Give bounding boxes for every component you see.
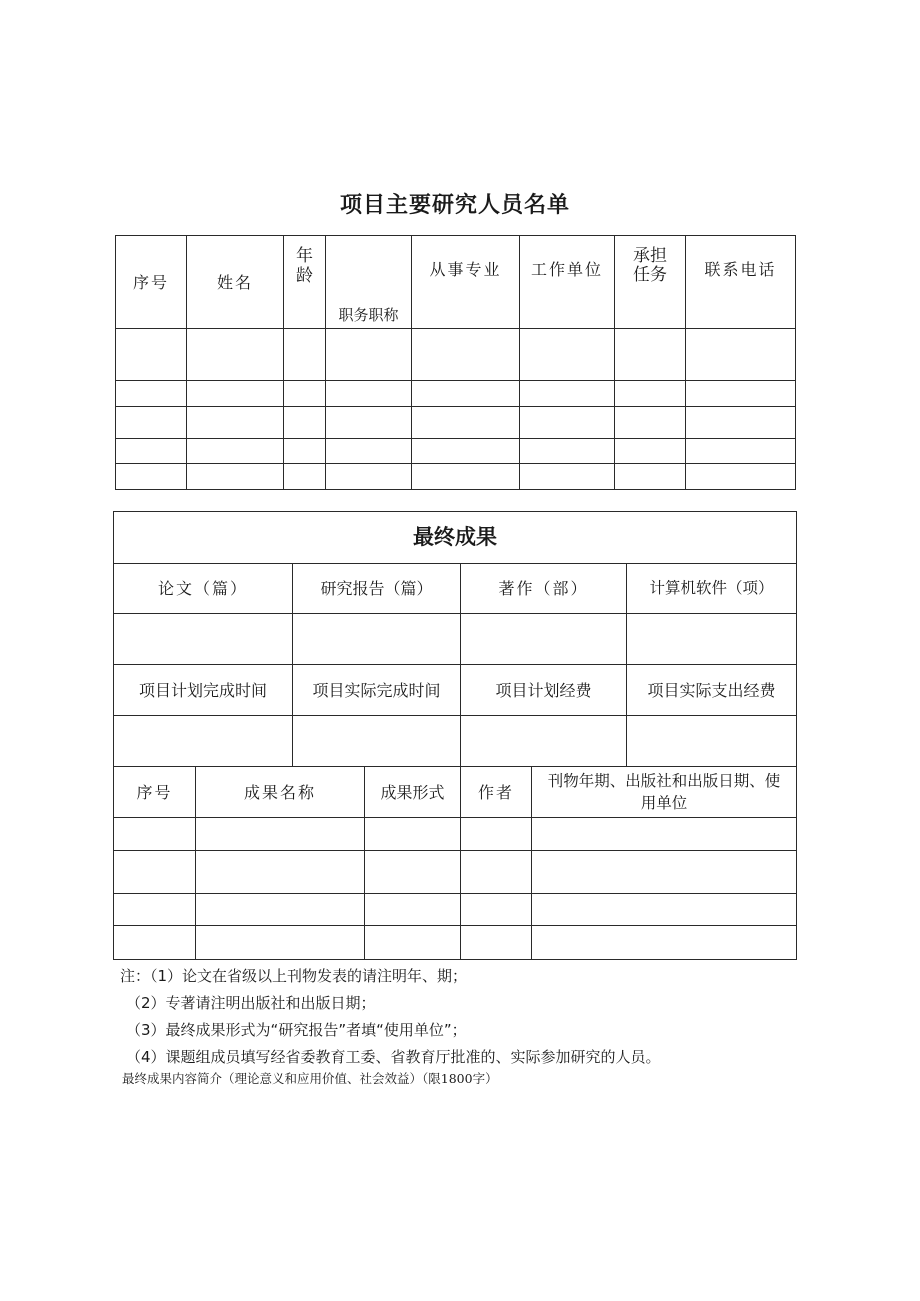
input-actual-completion[interactable] <box>293 716 461 767</box>
header-seq: 序号 <box>116 236 187 329</box>
cell[interactable] <box>114 818 196 851</box>
cell[interactable] <box>196 926 365 960</box>
cell[interactable] <box>412 464 520 490</box>
header-actual-completion: 项目实际完成时间 <box>293 665 461 716</box>
cell[interactable] <box>532 818 797 851</box>
cell[interactable] <box>365 894 461 926</box>
note-2: （2）专著请注明出版社和出版日期； <box>126 994 376 1012</box>
header-actual-budget: 项目实际支出经费 <box>627 665 797 716</box>
header-specialty: 从事专业 <box>412 236 520 329</box>
cell[interactable] <box>326 381 412 407</box>
members-table <box>115 235 796 490</box>
results-table <box>113 511 797 960</box>
cell[interactable] <box>284 439 326 464</box>
cell[interactable] <box>461 818 532 851</box>
cell[interactable] <box>326 464 412 490</box>
cell[interactable] <box>520 407 615 439</box>
input-planned-budget[interactable] <box>461 716 627 767</box>
header-name: 姓名 <box>187 236 284 329</box>
cell[interactable] <box>187 329 284 381</box>
input-software[interactable] <box>627 614 797 665</box>
cell[interactable] <box>326 407 412 439</box>
cell[interactable] <box>532 926 797 960</box>
input-reports[interactable] <box>293 614 461 665</box>
cell[interactable] <box>412 439 520 464</box>
cell[interactable] <box>326 439 412 464</box>
cell[interactable] <box>187 464 284 490</box>
cell[interactable] <box>114 851 196 894</box>
cell[interactable] <box>187 407 284 439</box>
cell[interactable] <box>284 329 326 381</box>
note-3: （3）最终成果形式为“研究报告”者填“使用单位”； <box>126 1021 467 1039</box>
cell[interactable] <box>284 464 326 490</box>
header-task-text: 承担任务 <box>633 246 667 285</box>
results-title: 最终成果 <box>114 512 797 564</box>
cell[interactable] <box>615 439 686 464</box>
header-reports: 研究报告（篇） <box>293 564 461 614</box>
cell[interactable] <box>461 851 532 894</box>
header-seq: 序号 <box>114 767 196 818</box>
header-phone: 联系电话 <box>686 236 796 329</box>
header-author: 作者 <box>461 767 532 818</box>
cell[interactable] <box>196 818 365 851</box>
cell[interactable] <box>365 851 461 894</box>
cell[interactable] <box>412 381 520 407</box>
cell[interactable] <box>187 439 284 464</box>
header-title: 职务职称 <box>326 236 412 329</box>
cell[interactable] <box>532 894 797 926</box>
cell[interactable] <box>187 381 284 407</box>
cell[interactable] <box>412 329 520 381</box>
cell[interactable] <box>412 407 520 439</box>
input-books[interactable] <box>461 614 627 665</box>
cell[interactable] <box>196 851 365 894</box>
cell[interactable] <box>284 381 326 407</box>
header-result-name: 成果名称 <box>196 767 365 818</box>
header-books: 著作（部） <box>461 564 627 614</box>
cell[interactable] <box>686 329 796 381</box>
cell[interactable] <box>365 818 461 851</box>
header-planned-completion: 项目计划完成时间 <box>114 665 293 716</box>
notes <box>118 963 818 1089</box>
cell[interactable] <box>686 439 796 464</box>
header-task <box>615 236 686 329</box>
cell[interactable] <box>114 894 196 926</box>
cell[interactable] <box>686 407 796 439</box>
cell[interactable] <box>520 439 615 464</box>
header-publication: 刊物年期、出版社和出版日期、使用单位 <box>532 767 797 818</box>
header-software: 计算机软件（项） <box>627 564 797 614</box>
cell[interactable] <box>520 329 615 381</box>
header-workplace: 工作单位 <box>520 236 615 329</box>
cell[interactable] <box>326 329 412 381</box>
cell[interactable] <box>461 926 532 960</box>
cell[interactable] <box>686 464 796 490</box>
note-4: （4）课题组成员填写经省委教育工委、省教育厅批准的、实际参加研究的人员。 <box>126 1048 661 1066</box>
cell[interactable] <box>615 407 686 439</box>
cell[interactable] <box>116 329 187 381</box>
members-title: 项目主要研究人员名单 <box>339 193 570 218</box>
cell[interactable] <box>284 407 326 439</box>
cell[interactable] <box>686 381 796 407</box>
summary-label: 最终成果内容简介（理论意义和应用价值、社会效益）（限1800字） <box>122 1071 498 1086</box>
header-result-form: 成果形式 <box>365 767 461 818</box>
cell[interactable] <box>114 926 196 960</box>
cell[interactable] <box>532 851 797 894</box>
cell[interactable] <box>615 329 686 381</box>
cell[interactable] <box>615 381 686 407</box>
cell[interactable] <box>116 439 187 464</box>
input-actual-budget[interactable] <box>627 716 797 767</box>
cell[interactable] <box>116 464 187 490</box>
input-planned-completion[interactable] <box>114 716 293 767</box>
cell[interactable] <box>116 381 187 407</box>
cell[interactable] <box>196 894 365 926</box>
header-planned-budget: 项目计划经费 <box>461 665 627 716</box>
cell[interactable] <box>365 926 461 960</box>
cell[interactable] <box>520 464 615 490</box>
input-papers[interactable] <box>114 614 293 665</box>
cell[interactable] <box>116 407 187 439</box>
header-age <box>284 236 326 329</box>
note-1: 注：（1）论文在省级以上刊物发表的请注明年、期； <box>120 967 468 985</box>
cell[interactable] <box>615 464 686 490</box>
cell[interactable] <box>520 381 615 407</box>
header-papers: 论文（篇） <box>114 564 293 614</box>
header-age-text: 年龄 <box>296 246 313 286</box>
cell[interactable] <box>461 894 532 926</box>
